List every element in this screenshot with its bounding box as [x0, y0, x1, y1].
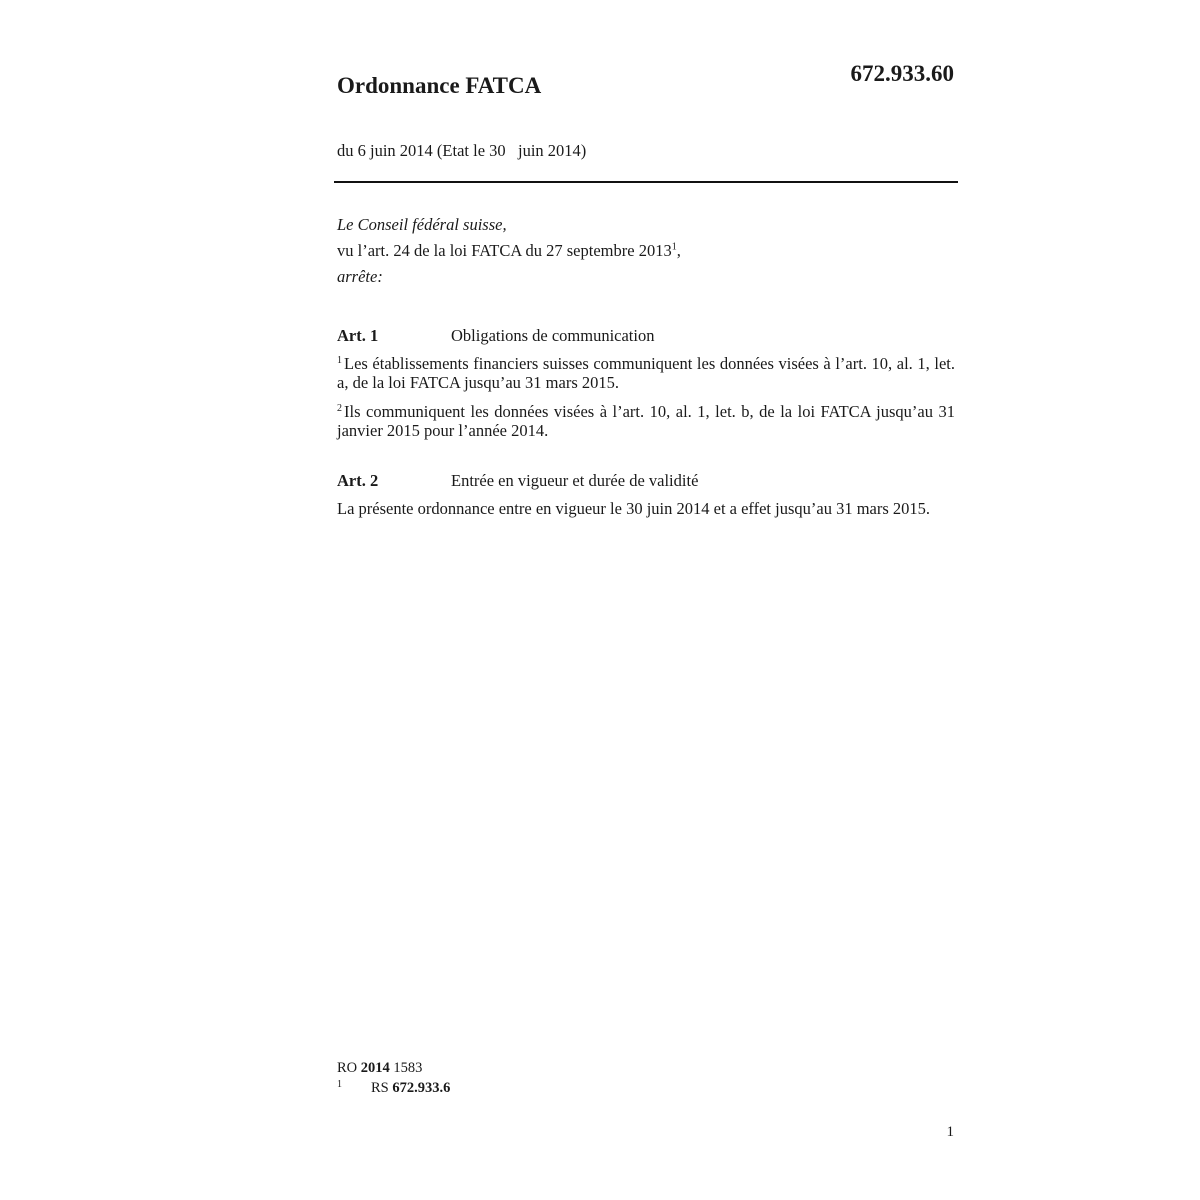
preamble-basis-suffix: , [676, 241, 681, 260]
paragraph-text: La présente ordonnance entre en vigueur le 30 juin 2014 et a effet jusqu’au 31 mars 2015. [337, 499, 931, 518]
article-1-title: Obligations de communication [451, 326, 655, 345]
preamble-basis-text: vu l’art. 24 de la loi FATCA du 27 septembre 2013 [337, 241, 672, 260]
footnote-number: 1 [337, 1079, 342, 1090]
footnotes [337, 1058, 450, 1098]
article-2-heading [337, 471, 955, 491]
footnote-1 [337, 1078, 450, 1098]
article-1-paragraph-1 [337, 354, 955, 392]
footnote-text [371, 1078, 450, 1098]
article-1 [337, 326, 955, 450]
article-2-paragraph [337, 499, 955, 518]
paragraph-number: 1 [337, 354, 342, 366]
article-2 [337, 471, 955, 528]
article-2-label: Art. 2 [337, 471, 379, 490]
header-divider [334, 181, 958, 183]
paragraph-text: Les établissements financiers suisses communiquent les données visées à l’art. 10, al. 1, let. a, de la loi FATCA jusqu’au 31 mars 2015. [337, 354, 955, 392]
date-line: du 6 juin 2014 (Etat le 30 juin 2014) [337, 141, 587, 160]
paragraph-number: 2 [337, 402, 342, 414]
article-2-title: Entrée en vigueur et durée de validité [451, 471, 699, 490]
rs-number: 672.933.6 [392, 1080, 451, 1096]
preamble-decree: arrête: [337, 267, 383, 286]
article-1-paragraph-2 [337, 402, 955, 440]
ro-prefix: RO [337, 1060, 361, 1076]
sr-number: 672.933.60 [850, 61, 954, 86]
rs-prefix: RS [371, 1080, 393, 1096]
page-number: 1 [946, 1124, 954, 1140]
article-1-label: Art. 1 [337, 326, 379, 345]
preamble [337, 212, 957, 290]
ro-reference [337, 1058, 450, 1078]
article-1-heading [337, 326, 955, 346]
ro-page: 1583 [389, 1060, 423, 1076]
footnote-ref-1[interactable]: 1 [671, 241, 677, 253]
document-title: Ordonnance FATCA [337, 73, 542, 98]
ro-year: 2014 [360, 1060, 390, 1076]
preamble-authority: Le Conseil fédéral suisse, [337, 215, 507, 234]
preamble-basis [337, 238, 957, 264]
paragraph-text: Ils communiquent les données visées à l’art. 10, al. 1, let. b, de la loi FATCA jusqu’au 31 janvier 2015 pour l’année 2014. [337, 402, 955, 440]
